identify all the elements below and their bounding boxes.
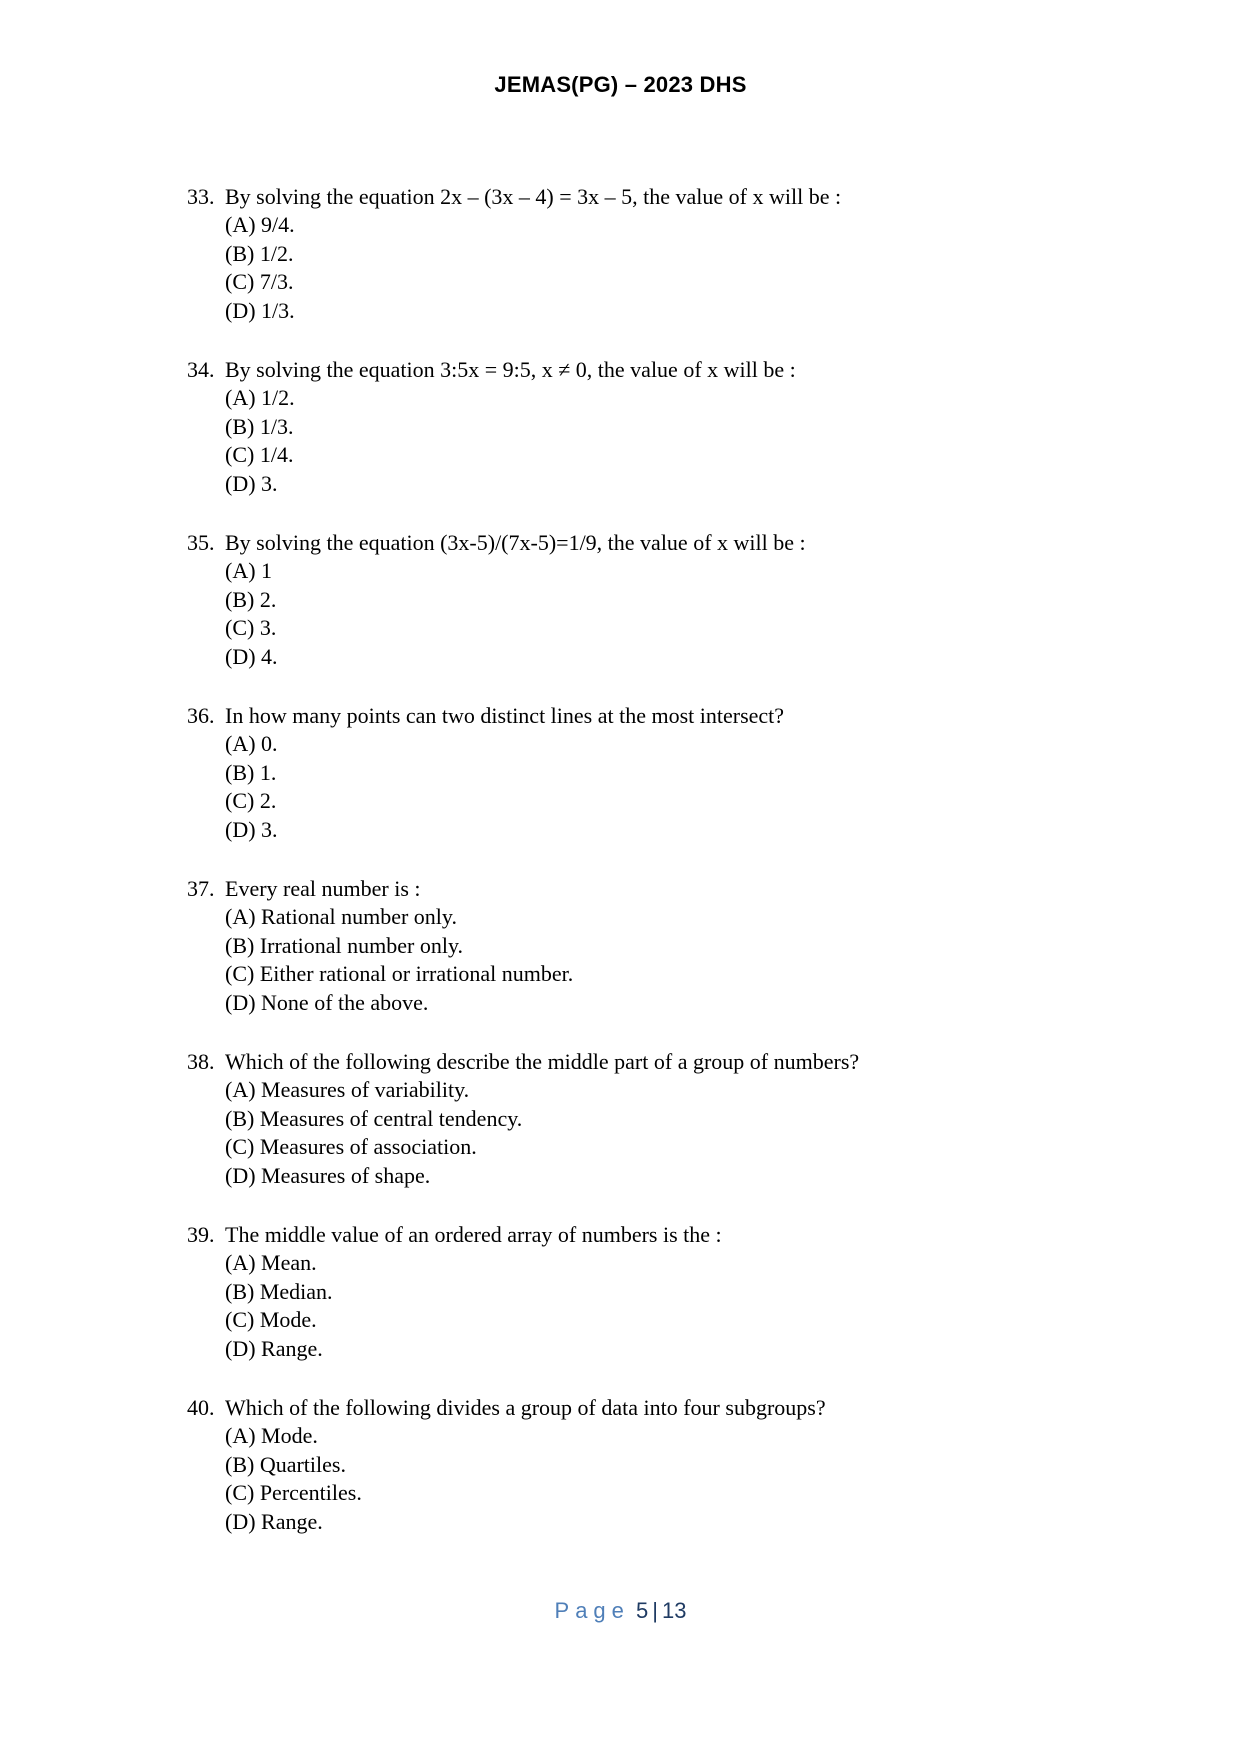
option-a: (A) 1 (225, 558, 273, 583)
option-a: (A) 1/2. (225, 385, 295, 410)
option-c: (C) Mode. (225, 1307, 317, 1333)
option-c: (C) Either rational or irrational number. (225, 961, 574, 987)
option-d: (D) Range. (225, 1335, 323, 1361)
question-text: Which of the following divides a group of data into four subgroups? (225, 1395, 826, 1420)
question-text: The middle value of an ordered array of numbers is the : (225, 1222, 722, 1247)
question-34 (187, 355, 1147, 528)
page-header-title: JEMAS(PG) – 2023 DHS (494, 72, 747, 97)
option-list (187, 557, 1147, 671)
question-text: In how many points can two distinct lines at the most intersect? (225, 703, 785, 728)
page-number: 5 (636, 1598, 649, 1623)
question-number: 38. (187, 1049, 215, 1074)
question-33 (187, 182, 1147, 355)
question-number: 37. (187, 876, 215, 901)
option-a: (A) Mean. (225, 1250, 317, 1275)
option-a: (A) 9/4. (225, 212, 295, 237)
option-list (187, 730, 1147, 844)
option-d: (D) 3. (225, 816, 278, 842)
option-b: (B) Irrational number only. (225, 932, 464, 958)
option-list (187, 903, 1147, 1017)
question-text: By solving the equation 3:5x = 9:5, x ≠ 0, the value of x will be : (225, 357, 796, 382)
option-c: (C) Measures of association. (225, 1134, 477, 1160)
question-text: Which of the following describe the middle part of a group of numbers? (225, 1049, 860, 1074)
option-a: (A) Rational number only. (225, 904, 457, 929)
total-pages: 13 (662, 1598, 687, 1623)
question-36 (187, 701, 1147, 874)
question-number: 36. (187, 703, 215, 728)
option-list (187, 1249, 1147, 1363)
option-d: (D) 1/3. (225, 297, 295, 323)
option-b: (B) 1/3. (225, 413, 294, 439)
option-a: (A) 0. (225, 731, 278, 756)
question-39 (187, 1220, 1147, 1393)
question-text: By solving the equation 2x – (3x – 4) = 3x – 5, the value of x will be : (225, 184, 842, 209)
option-b: (B) Measures of central tendency. (225, 1105, 523, 1131)
question-number: 35. (187, 530, 215, 555)
question-37 (187, 874, 1147, 1047)
option-b: (B) Median. (225, 1278, 333, 1304)
option-d: (D) None of the above. (225, 989, 429, 1015)
option-b: (B) 1/2. (225, 240, 294, 266)
question-text: By solving the equation (3x-5)/(7x-5)=1/9, the value of x will be : (225, 530, 806, 555)
option-c: (C) 3. (225, 615, 277, 641)
question-number: 33. (187, 184, 215, 209)
option-list (187, 1076, 1147, 1190)
page-label: Page (554, 1598, 630, 1623)
page-footer (0, 1598, 1241, 1624)
option-list (187, 211, 1147, 325)
question-number: 40. (187, 1395, 215, 1420)
option-c: (C) 1/4. (225, 442, 294, 468)
option-a: (A) Mode. (225, 1423, 318, 1448)
option-list (187, 1422, 1147, 1536)
option-c: (C) 7/3. (225, 269, 294, 295)
option-d: (D) 4. (225, 643, 278, 669)
question-number: 39. (187, 1222, 215, 1247)
page-separator: | (652, 1598, 658, 1623)
option-c: (C) 2. (225, 788, 277, 814)
question-38 (187, 1047, 1147, 1220)
question-text: Every real number is : (225, 876, 421, 901)
option-a: (A) Measures of variability. (225, 1077, 470, 1102)
option-d: (D) Range. (225, 1508, 323, 1534)
option-b: (B) 2. (225, 586, 277, 612)
option-d: (D) 3. (225, 470, 278, 496)
option-b: (B) 1. (225, 759, 277, 785)
option-d: (D) Measures of shape. (225, 1162, 431, 1188)
option-b: (B) Quartiles. (225, 1451, 346, 1477)
option-list (187, 384, 1147, 498)
question-list (187, 182, 1147, 1566)
question-number: 34. (187, 357, 215, 382)
question-35 (187, 528, 1147, 701)
question-40 (187, 1393, 1147, 1566)
option-c: (C) Percentiles. (225, 1480, 362, 1506)
